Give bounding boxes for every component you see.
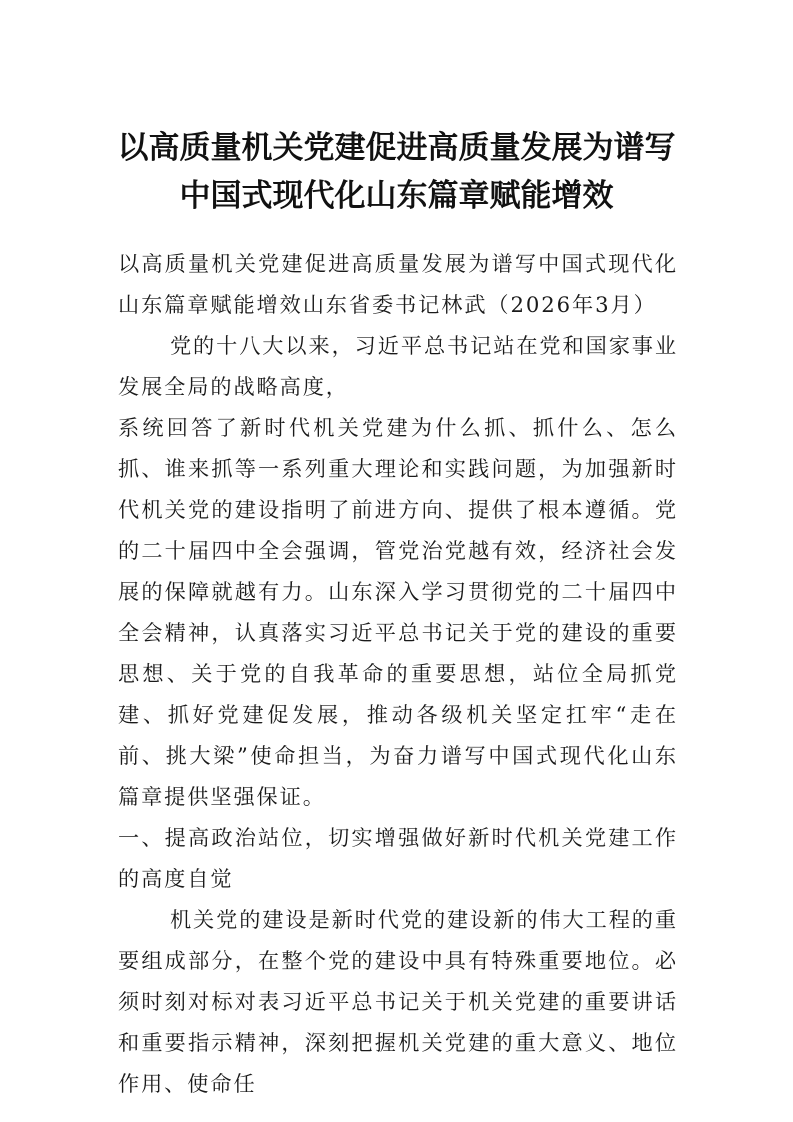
document-title-line-1: 以高质量机关党建促进高质量发展为谱写 — [117, 130, 676, 166]
body-paragraph-intro: 党的十八大以来，习近平总书记站在党和国家事业发展全局的战略高度， — [118, 333, 678, 399]
body-paragraph-section-1: 机关党的建设是新时代党的建设新的伟大工程的重要组成部分，在整个党的建设中具有特殊重要地位。必须时刻对标对表习近平总书记关于机关党建的重要讲话和重要指示精神，深刻把握机关党建的重大意义、地位作用、使命任 — [118, 907, 678, 1096]
document-body — [118, 243, 678, 1104]
section-heading-1: 一、提高政治站位，切实增强做好新时代机关党建工作的高度自觉 — [118, 825, 678, 891]
subtitle-paragraph: 以高质量机关党建促进高质量发展为谱写中国式现代化山东篇章赋能增效山东省委书记林武（2026年3月） — [118, 251, 678, 317]
body-paragraph-main: 系统回答了新时代机关党建为什么抓、抓什么、怎么抓、谁来抓等一系列重大理论和实践问题，为加强新时代机关党的建设指明了前进方向、提供了根本遵循。党的二十届四中全会强调，管党治党越有效，经济社会发展的保障就越有力。山东深入学习贯彻党的二十届四中全会精神，认真落实习近平总书记关于党的建设的重要思想、关于党的自我革命的重要思想，站位全局抓党建、抓好党建促发展，推动各级机关坚定扛牢“走在前、挑大梁”使命担当，为奋力谱写中国式现代化山东篇章提供坚强保证。 — [118, 415, 678, 809]
document-title-line-2: 中国式现代化山东篇章赋能增效 — [179, 178, 614, 214]
